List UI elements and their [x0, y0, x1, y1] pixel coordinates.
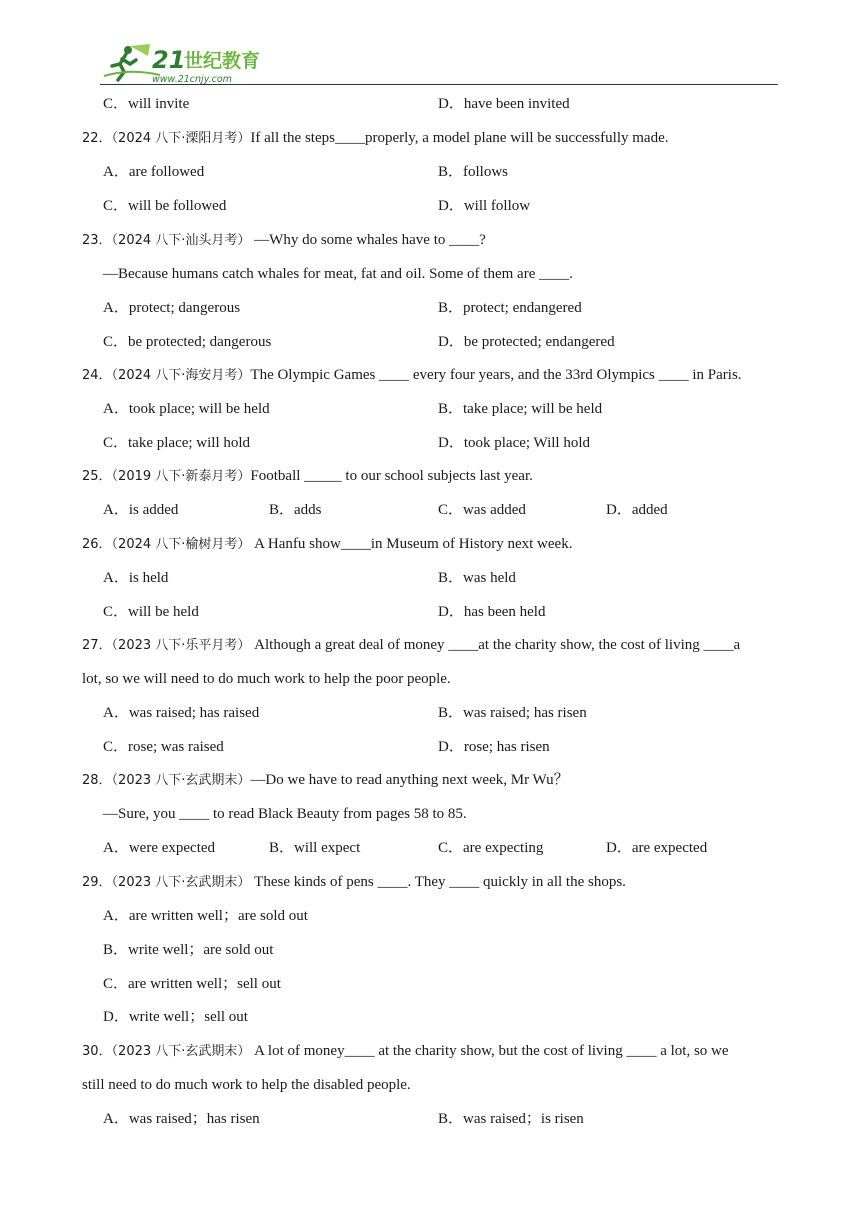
- q21-option-d: D．have been invited: [438, 96, 570, 112]
- q28-number: 28．: [82, 773, 112, 788]
- q30-source: （2023 八下·玄武期末）: [111, 1044, 251, 1059]
- q22-number: 22．: [82, 131, 112, 146]
- q24-option-d: D．took place; Will hold: [438, 435, 591, 451]
- logo-url: www.21cnjy.com: [152, 74, 232, 84]
- q25-option-d: D．added: [606, 502, 668, 518]
- q22-stem: If all the steps____properly, a model plane will be successfully made.: [250, 130, 669, 146]
- q30-stem: A lot of money____ at the charity show, but the cost of living ____ a lot, so we: [250, 1043, 729, 1059]
- q27-source: （2023 八下·乐平月考）: [111, 638, 251, 653]
- q30-stem-line: [82, 1041, 729, 1062]
- q29-option-d: D．write well；sell out: [103, 1009, 248, 1025]
- q25-option-c: C．was added: [438, 502, 526, 518]
- q24-stem-line: [82, 365, 742, 386]
- q21-option-c: C．will invite: [103, 96, 190, 112]
- q24-source: （2024 八下·海安月考）: [111, 368, 251, 383]
- site-logo: [100, 42, 270, 84]
- q30-number: 30．: [82, 1044, 112, 1059]
- q29-option-b: B．write well；are sold out: [103, 942, 274, 958]
- q22-option-a: A．are followed: [103, 164, 205, 180]
- q26-option-a: A．is held: [103, 570, 169, 586]
- q26-source: （2024 八下·榆树月考）: [111, 537, 251, 552]
- q30-stem-line2: still need to do much work to help the disabled people.: [82, 1077, 411, 1093]
- q24-option-c: C．take place; will hold: [103, 435, 251, 451]
- q25-option-a: A．is added: [103, 502, 179, 518]
- q25-source: （2019 八下·新泰月考）: [111, 469, 251, 484]
- q29-source: （2023 八下·玄武期末）: [111, 875, 251, 890]
- q25-number: 25．: [82, 469, 112, 484]
- q25-stem-line: [82, 466, 533, 487]
- logo-cn-text: 世纪教育: [184, 50, 261, 72]
- q22-source: （2024 八下·溧阳月考）: [111, 131, 251, 146]
- q26-number: 26．: [82, 537, 112, 552]
- q27-stem-line2: lot, so we will need to do much work to help the poor people.: [82, 671, 451, 687]
- q26-stem-line: [82, 534, 572, 555]
- q22-stem-line: [82, 128, 668, 149]
- q23-option-d: D．be protected; endangered: [438, 334, 615, 350]
- q23-number: 23．: [82, 233, 112, 248]
- q27-option-b: B．was raised; has risen: [438, 705, 587, 721]
- q29-number: 29．: [82, 875, 112, 890]
- q23-stem: —Why do some whales have to ____?: [250, 232, 486, 248]
- q23-source: （2024 八下·汕头月考）: [111, 233, 251, 248]
- q28-stem-line2: —Sure, you ____ to read Black Beauty from pages 58 to 85.: [103, 806, 467, 822]
- q23-stem-line2: —Because humans catch whales for meat, fat and oil. Some of them are ____.: [103, 266, 573, 282]
- q22-option-b: B．follows: [438, 164, 509, 180]
- q29-option-c: C．are written well；sell out: [103, 976, 281, 992]
- q26-option-b: B．was held: [438, 570, 516, 586]
- q24-option-b: B．take place; will be held: [438, 401, 603, 417]
- q23-stem-line: [82, 230, 486, 251]
- q22-option-c: C．will be followed: [103, 198, 227, 214]
- q26-stem: A Hanfu show____in Museum of History next week.: [250, 536, 573, 552]
- q29-stem-line: [82, 872, 626, 893]
- q29-option-a: A．are written well；are sold out: [103, 908, 308, 924]
- q28-stem: —Do we have to read anything next week, Mr Wu？: [250, 772, 569, 788]
- q26-option-c: C．will be held: [103, 604, 199, 620]
- q26-option-d: D．has been held: [438, 604, 546, 620]
- logo-number: 21: [152, 46, 186, 74]
- q27-number: 27．: [82, 638, 112, 653]
- q27-option-d: D．rose; has risen: [438, 739, 550, 755]
- q27-option-a: A．was raised; has raised: [103, 705, 260, 721]
- q24-option-a: A．took place; will be held: [103, 401, 270, 417]
- header-rule: [100, 84, 778, 85]
- q25-stem: Football _____ to our school subjects last year.: [250, 468, 533, 484]
- q27-stem: Although a great deal of money ____at the charity show, the cost of living ____a: [250, 637, 741, 653]
- q30-option-a: A．was raised；has risen: [103, 1111, 260, 1127]
- q27-stem-line: [82, 635, 740, 656]
- q24-stem: The Olympic Games ____ every four years, and the 33rd Olympics ____ in Paris.: [250, 367, 742, 383]
- q24-number: 24．: [82, 368, 112, 383]
- q28-option-d: D．are expected: [606, 840, 708, 856]
- q28-option-c: C．are expecting: [438, 840, 544, 856]
- q23-option-a: A．protect; dangerous: [103, 300, 241, 316]
- q25-option-b: B．adds: [269, 502, 322, 518]
- q28-option-b: B．will expect: [269, 840, 361, 856]
- q28-option-a: A．were expected: [103, 840, 216, 856]
- q28-stem-line: [82, 770, 569, 791]
- q28-source: （2023 八下·玄武期末）: [111, 773, 251, 788]
- q22-option-d: D．will follow: [438, 198, 531, 214]
- q29-stem: These kinds of pens ____. They ____ quickly in all the shops.: [250, 874, 626, 890]
- q27-option-c: C．rose; was raised: [103, 739, 224, 755]
- q30-option-b: B．was raised；is risen: [438, 1111, 584, 1127]
- q23-option-c: C．be protected; dangerous: [103, 334, 272, 350]
- q23-option-b: B．protect; endangered: [438, 300, 582, 316]
